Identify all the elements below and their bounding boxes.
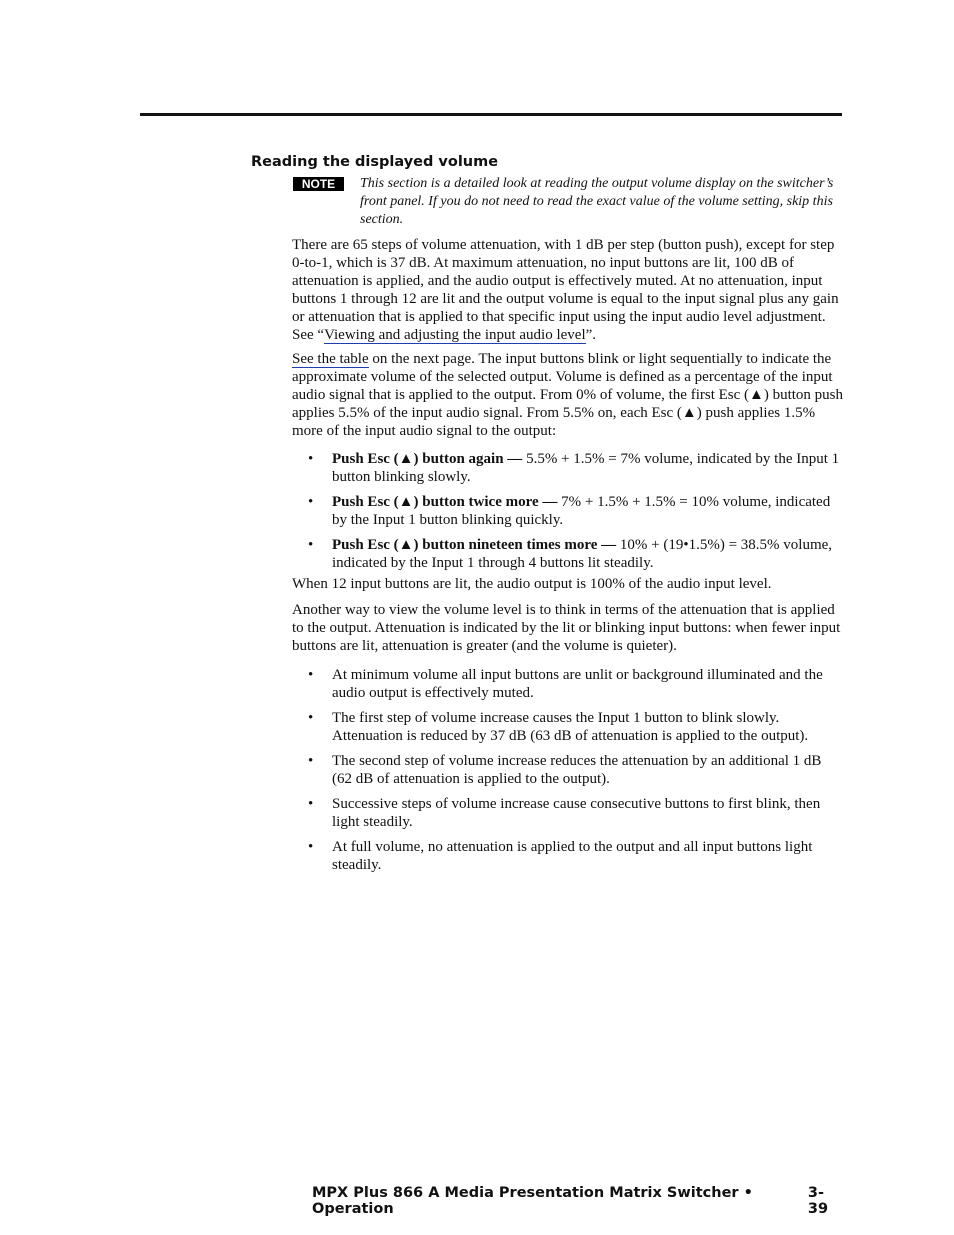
list-item (292, 709, 844, 745)
bullet: • (308, 537, 314, 553)
list-item-text: The first step of volume increase causes the Input 1 button to blink slowly. Attenuation is reduced by 37 dB (63 dB of attenuation is applied to the output). (332, 710, 809, 744)
list-item (292, 450, 844, 486)
note-badge: NOTE (293, 177, 344, 191)
attenuation-list (292, 666, 844, 874)
list-item (292, 666, 844, 702)
list-item-text: 5.5% + 1.5% = 7% volume, indicated by the Input 1 button blinking slowly. (332, 451, 840, 485)
list-item (292, 536, 844, 572)
list-item-text: 10% + (19•1.5%) = 38.5% volume, indicated by the Input 1 through 4 buttons lit steadily. (332, 537, 833, 571)
paragraph-percentages (292, 350, 844, 440)
list-item-text: At minimum volume all input buttons are unlit or background illuminated and the audio output is effectively muted. (332, 667, 823, 701)
note-text: This section is a detailed look at reading the output volume display on the switcher’s front panel. If you do not need to read the exact value of the volume setting, skip this section. (360, 176, 834, 227)
esc-push-list (292, 450, 844, 572)
footer-title: MPX Plus 866 A Media Presentation Matrix Switcher • Operation (312, 1185, 753, 1217)
list-item (292, 795, 844, 831)
list-item-text: 7% + 1.5% + 1.5% = 10% volume, indicated by the Input 1 button blinking quickly. (332, 494, 831, 528)
list-item (292, 493, 844, 529)
bullet: • (308, 753, 314, 769)
bullet: • (308, 710, 314, 726)
paragraph-steps-text: There are 65 steps of volume attenuation, with 1 dB per step (button push), except for step 0-to-1, which is 37 dB. At maximum attenuation, no input buttons are lit, 100 dB of attenuation is applied, and the audio output is effectively muted. At no attenuation, input buttons 1 through 12 are lit and the output volume is equal to the input signal plus any gain or attenuation that is applied to that specific input using the input audio level adjustment. See “ (292, 237, 839, 343)
bullet: • (308, 839, 314, 855)
link-viewing-adjusting-input-audio-level[interactable]: Viewing and adjusting the input audio level (324, 327, 586, 343)
header-rule (140, 113, 842, 116)
paragraph-steps (292, 236, 844, 344)
list-item-bold: Push Esc (▲) button nineteen times more — (332, 537, 617, 553)
list-item-text: The second step of volume increase reduces the attenuation by an additional 1 dB (62 dB of attenuation is applied to the output). (332, 753, 822, 787)
page-footer (312, 1185, 842, 1217)
section-heading: Reading the displayed volume (251, 154, 499, 170)
bullet: • (308, 451, 314, 467)
link-see-the-table[interactable]: See the table (292, 351, 369, 367)
list-item (292, 752, 844, 788)
list-item-bold: Push Esc (▲) button again — (332, 451, 523, 467)
paragraph-steps-tail: ”. (585, 327, 597, 343)
paragraph-full-level: When 12 input buttons are lit, the audio output is 100% of the audio input level. (292, 576, 772, 592)
bullet: • (308, 796, 314, 812)
bullet: • (308, 667, 314, 683)
list-item-bold: Push Esc (▲) button twice more — (332, 494, 558, 510)
paragraph-attenuation: Another way to view the volume level is to think in terms of the attenuation that is applied to the output. Attenuation is indicated by the lit or blinking input buttons: when fewer input buttons are lit, attenuation is greater (and the volume is quieter). (292, 602, 841, 654)
list-item (292, 838, 844, 874)
paragraph-percentages-text: on the next page. The input buttons blink or light sequentially to indicate the approximate volume of the selected output. Volume is defined as a percentage of the input audio signal that is applied to the output. From 0% of volume, the first Esc (▲) button push applies 5.5% of the input audio signal. From 5.5% on, each Esc (▲) push applies 1.5% more of the input audio signal to the output: (292, 351, 844, 439)
page-number: 3-39 (807, 1185, 829, 1217)
list-item-text: At full volume, no attenuation is applied to the output and all input buttons light steadily. (332, 839, 813, 873)
bullet: • (308, 494, 314, 510)
list-item-text: Successive steps of volume increase cause consecutive buttons to first blink, then light steadily. (332, 796, 821, 830)
